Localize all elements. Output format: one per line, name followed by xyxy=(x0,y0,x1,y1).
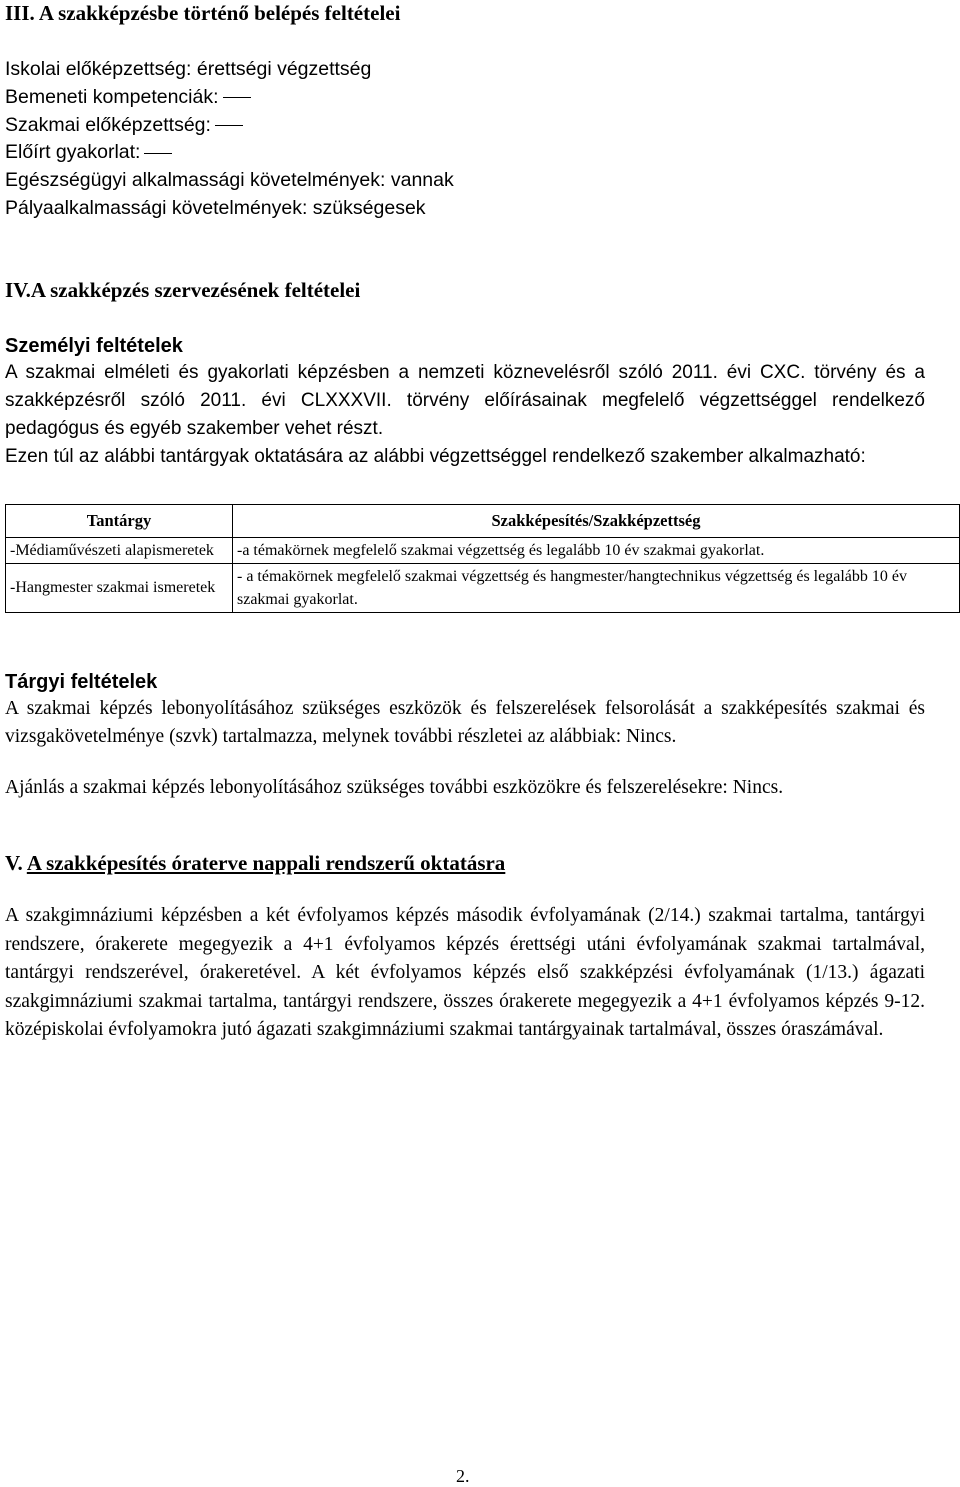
dash-line xyxy=(215,125,243,126)
dash-line xyxy=(223,97,251,98)
requirement-line: Szakmai előképzettség: xyxy=(5,112,925,140)
personal-conditions-paragraph-2: Ezen túl az alábbi tantárgyak oktatására az alábbi végzettséggel rendelkező szakember alkalmazható: xyxy=(5,445,866,467)
table-cell-qualification: - a témakörnek megfelelő szakmai végzettség és hangmester/hangtechnikus végzettség és legalább 10 év szakmai gyakorlat. xyxy=(233,563,960,612)
page-number: 2. xyxy=(456,1466,470,1486)
requirement-line: Bemeneti kompetenciák: xyxy=(5,84,925,112)
material-conditions-heading: Tárgyi feltételek xyxy=(5,670,158,693)
requirement-line: Előírt gyakorlat: xyxy=(5,139,925,167)
personal-conditions-paragraph: A szakmai elméleti és gyakorlati képzésben a nemzeti köznevelésről szóló 2011. évi CXC. törvény és a szakképzésről szóló 2011. évi CLXXXVII. törvény előírásainak megfelelő végzettséggel rendelkező pedagógus és egyéb szakember vehet részt. xyxy=(5,361,925,439)
document-page xyxy=(5,0,925,1045)
section-3-title: III. A szakképzésbe történő belépés feltételei xyxy=(5,1,401,25)
requirement-line: Pályaalkalmassági követelmények: szükségesek xyxy=(5,196,426,219)
entry-requirements-list xyxy=(5,56,925,223)
column-header-subject: Tantárgy xyxy=(6,504,233,537)
dash-line xyxy=(144,153,172,154)
qualification-table xyxy=(5,504,960,613)
requirement-line: Egészségügyi alkalmassági követelmények: vannak xyxy=(5,169,454,192)
table-row xyxy=(6,537,960,563)
requirement-line: Iskolai előképzettség: érettségi végzettség xyxy=(5,58,372,80)
material-recommendation-paragraph: Ajánlás a szakmai képzés lebonyolításához szükséges további eszközökre és felszerelésekre: Nincs. xyxy=(5,776,784,798)
table-cell-qualification: -a témakörnek megfelelő szakmai végzettség és legalább 10 év szakmai gyakorlat. xyxy=(233,537,960,563)
material-conditions-paragraph: A szakmai képzés lebonyolításához szükséges eszközök és felszerelések felsorolását a szakképesítés szakmai és vizsgakövetelménye (szvk) tartalmazza, melynek további részletei az alábbiak: Nincs. xyxy=(5,697,925,748)
table-header-row xyxy=(6,504,960,537)
section-4-title: IV.A szakképzés szervezésének feltételei xyxy=(5,277,361,302)
column-header-qualification: Szakképesítés/Szakképzettség xyxy=(233,504,960,537)
personal-conditions-heading: Személyi feltételek xyxy=(5,334,183,357)
table-cell-subject: -Médiaművészeti alapismeretek xyxy=(6,537,233,563)
table-row xyxy=(6,563,960,612)
section-5-title: V. A szakképesítés óraterve nappali rendszerű oktatásra xyxy=(5,851,506,876)
table-cell-subject: -Hangmester szakmai ismeretek xyxy=(6,563,233,612)
curriculum-paragraph: A szakgimnáziumi képzésben a két évfolyamos képzés második évfolyamának (2/14.) szakmai tartalma, tantárgyi rendszere, órakerete megegyezik a 4+1 évfolyamos képzés érettségi utáni évfolyamának szakmai tartalmával, tantárgyi rendszerével, órakeretével. A két évfolyamos képzés első szakképzési évfolyamának (1/13.) ágazati szakgimnáziumi szakmai tartalma, tantárgyi rendszere, összes órakerete megegyezik a 4+1 évfolyamos képzés 9-12. középiskolai évfolyamokra jutó ágazati szakgimnáziumi szakmai tantárgyainak tartalmával, összes óraszámával. xyxy=(5,905,925,1041)
